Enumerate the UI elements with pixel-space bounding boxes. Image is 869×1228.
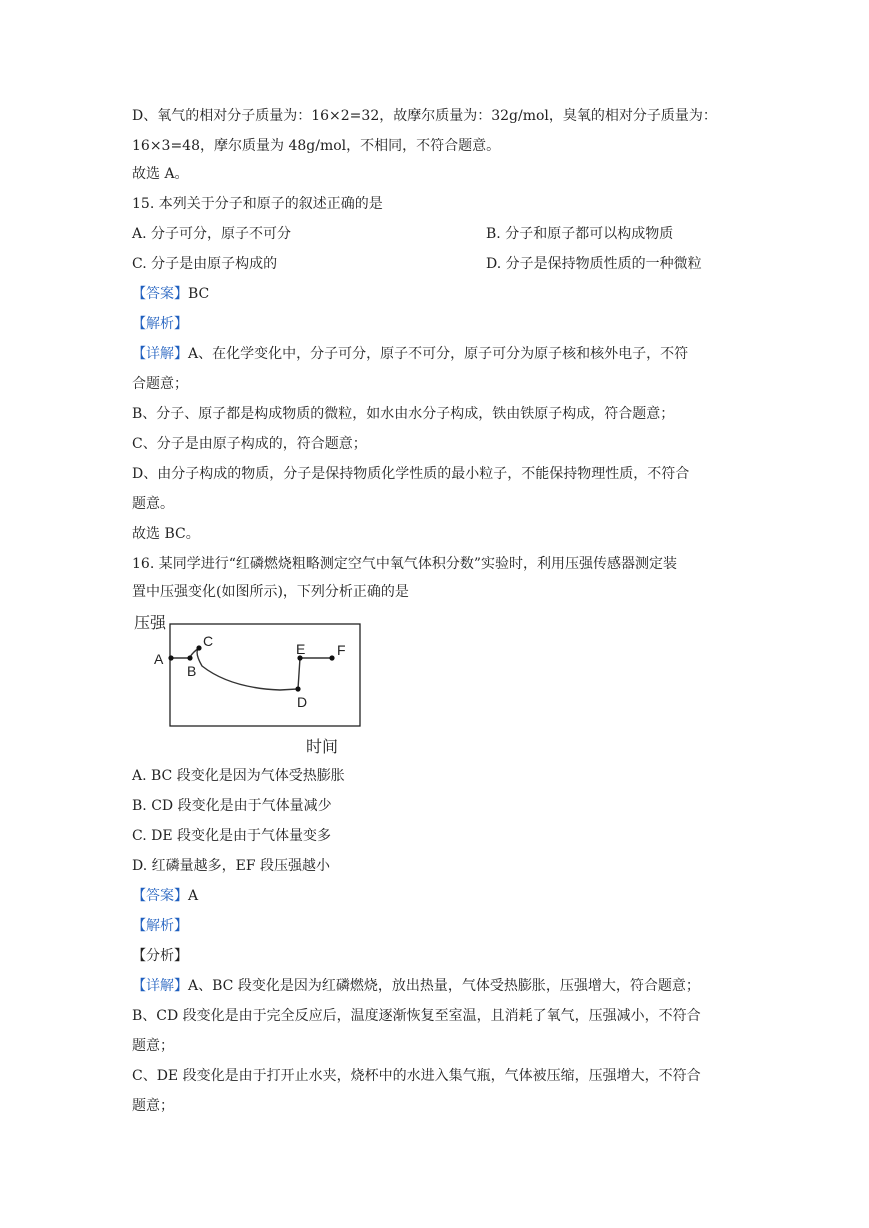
text-line: C、DE 段变化是由于打开止水夹，烧杯中的水进入集气瓶，气体被压缩，压强增大，不符合 [132, 1068, 701, 1084]
label-a: A [154, 651, 164, 667]
analysis-tag-15: 【解析】 [132, 316, 188, 332]
text-line: B、分子、原子都是构成物质的微粒，如水由水分子构成，铁由铁原子构成，符合题意； [132, 406, 675, 422]
text-line: 合题意； [132, 376, 188, 392]
question-16-stem: 16. 某同学进行“红磷燃烧粗略测定空气中氧气体积分数”实验时，利用压强传感器测定装 [132, 556, 678, 572]
detail-16-line [132, 976, 700, 996]
text-line: 题意； [132, 1038, 174, 1054]
option-16d: D. 红磷量越多，EF 段压强越小 [132, 858, 331, 874]
option-15d: D. 分子是保持物质性质的一种微粒 [486, 256, 702, 272]
question-15-stem: 15. 本列关于分子和原子的叙述正确的是 [132, 196, 383, 212]
detail-text: A、BC 段变化是因为红磷燃烧，放出热量，气体受热膨胀，压强增大，符合题意； [188, 978, 700, 994]
text-line: D、由分子构成的物质，分子是保持物质化学性质的最小粒子，不能保持物理性质，不符合 [132, 466, 690, 482]
label-d: D [297, 694, 308, 710]
detail-tag: 【详解】 [132, 346, 188, 362]
point-c [196, 645, 201, 650]
option-16c: C. DE 段变化是由于气体量变多 [132, 828, 332, 844]
point-b [187, 655, 192, 660]
label-e: E [296, 641, 306, 657]
option-16a: A. BC 段变化是因为气体受热膨胀 [132, 768, 345, 784]
pressure-time-figure [130, 608, 370, 758]
point-a [168, 655, 173, 660]
text-line: 故选 BC。 [132, 526, 200, 542]
answer-15 [132, 284, 209, 304]
text-line: 题意； [132, 1098, 174, 1114]
answer-16 [132, 886, 198, 906]
text-line: B、CD 段变化是由于完全反应后，温度逐渐恢复至室温，且消耗了氧气，压强减小，不符合 [132, 1008, 701, 1024]
detail-text: A、在化学变化中，分子可分，原子不可分，原子可分为原子核和核外电子，不符 [188, 346, 689, 362]
label-f: F [337, 642, 346, 658]
analysis-tag-16: 【解析】 [132, 918, 188, 934]
point-d [295, 686, 300, 691]
text-line: D、氧气的相对分子质量为：16×2=32，故摩尔质量为：32g/mol，臭氧的相对分子质量为： [132, 108, 717, 124]
text-line: 故选 A。 [132, 166, 189, 182]
detail-tag: 【详解】 [132, 978, 188, 994]
answer-tag: 【答案】 [132, 286, 188, 302]
x-axis-label: 时间 [306, 739, 339, 756]
answer-value: A [188, 888, 199, 904]
answer-tag: 【答案】 [132, 888, 188, 904]
text-line: 题意。 [132, 496, 174, 512]
option-15a: A. 分子可分，原子不可分 [132, 226, 292, 242]
analysis-subtag-16: 【分析】 [132, 948, 188, 964]
answer-value: BC [188, 286, 210, 302]
option-16b: B. CD 段变化是由于气体量减少 [132, 798, 332, 814]
label-c: C [203, 633, 214, 649]
plot-frame [170, 624, 360, 726]
option-15b: B. 分子和原子都可以构成物质 [486, 226, 674, 242]
option-15c: C. 分子是由原子构成的 [132, 256, 278, 272]
point-f [329, 655, 334, 660]
question-16-stem-cont: 置中压强变化(如图所示)，下列分析正确的是 [132, 584, 409, 600]
y-axis-label: 压强 [134, 615, 167, 632]
text-line: 16×3=48，摩尔质量为 48g/mol，不相同，不符合题意。 [132, 138, 501, 154]
text-line: C、分子是由原子构成的，符合题意； [132, 436, 367, 452]
label-b: B [187, 663, 197, 679]
detail-15-line [132, 344, 688, 364]
